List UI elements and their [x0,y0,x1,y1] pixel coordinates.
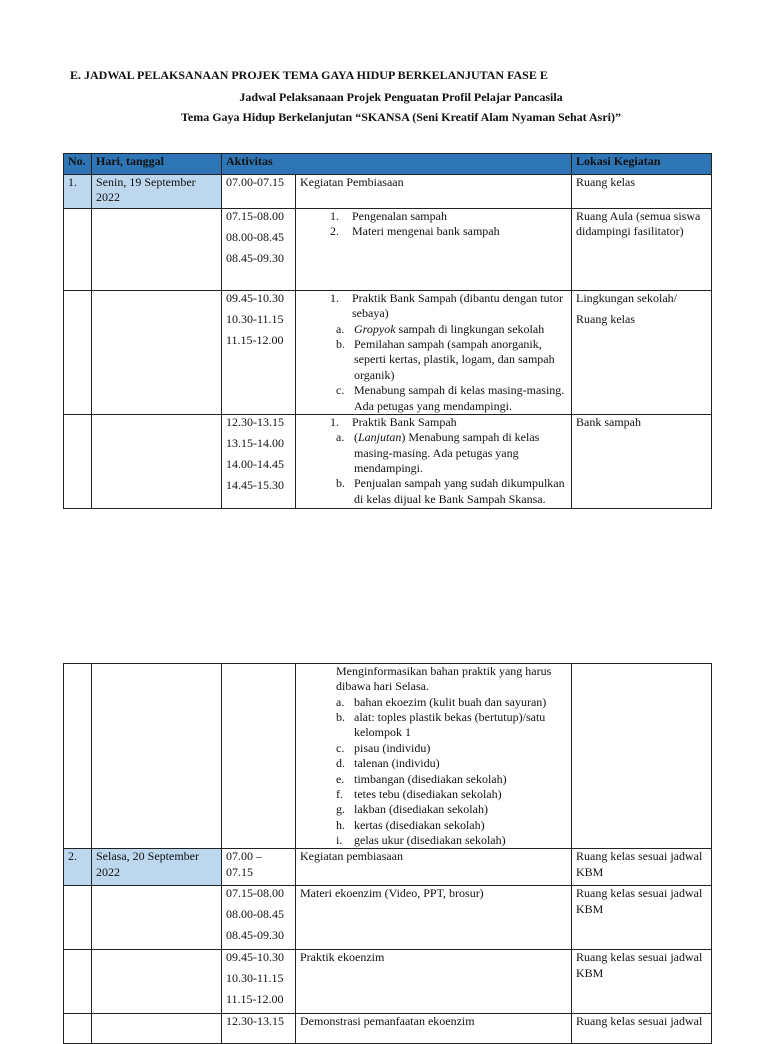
activity-cell: Demonstrasi pemanfaatan ekoenzim [296,1014,572,1044]
list-item: a. bahan ekoezim (kulit buah dan sayuran) [336,694,547,709]
list-item: c. pisau (individu) [336,740,431,755]
header-location: Lokasi Kegiatan [572,154,712,175]
document-subtitle: Jadwal Pelaksanaan Projek Penguatan Profil Pelajar Pancasila [239,90,563,104]
table-row [64,175,712,209]
location-cell: Ruang kelas sesuai jadwal KBM [572,849,712,886]
time-slot: 07.15-08.00 [226,886,284,901]
section-heading: E. JADWAL PELAKSANAAN PROJEK TEMA GAYA HIDUP BERKELANJUTAN FASE E [70,68,548,82]
time-slots [222,950,296,1014]
location-cell: Ruang kelas sesuai jadwal KBM [572,886,712,950]
time-slot: 07.15-08.00 [226,209,284,223]
list-item: a. Gropyok sampah di lingkungan sekolah [336,321,545,336]
time-slot: 07.00-07.15 [222,175,296,209]
list-item: b. alat: toples plastik bekas (bertutup)/satu kelompok 1 [336,710,546,740]
time-slot: 08.45-09.30 [226,251,284,265]
time-slots [222,415,296,509]
document-theme: Tema Gaya Hidup Berkelanjutan “SKANSA (Seni Kreatif Alam Nyaman Sehat Asri)” [180,110,622,124]
activity-intro: Menginformasikan bahan praktik yang harus dibawa hari Selasa. [336,664,552,694]
time-slot: 08.00-08.45 [226,230,284,244]
activity-cell [296,664,572,849]
location-cell: Ruang kelas [572,175,712,209]
activity-cell [296,209,572,291]
list-item: 1. Praktik Bank Sampah [330,415,457,429]
list-item: g. lakban (disediakan sekolah) [336,802,488,817]
list-item: 1. Pengenalan sampah [330,209,447,223]
list-item: f. tetes tebu (disediakan sekolah) [336,786,502,801]
list-item: 1. Praktik Bank Sampah (dibantu dengan tutor sebaya) [330,291,563,321]
list-item: e. timbangan (disediakan sekolah) [336,771,507,786]
activity-cell: Materi ekoenzim (Video, PPT, brosur) [296,886,572,950]
time-slot: 07.00 – 07.15 [222,849,296,886]
materials-list [300,695,567,849]
day-date: Senin, 19 September 2022 [92,175,222,209]
day-number: 1. [64,175,92,209]
location-cell: Lingkungan sekolah/ Ruang kelas [572,291,712,415]
time-slot: 13.15-14.00 [226,436,284,450]
header-no: No. [64,154,92,175]
list-item: c. Menabung sampah di kelas masing-masing. Ada petugas yang mendampingi. [336,383,565,413]
time-slot: 12.30-13.15 [222,1014,296,1044]
list-item: b. Pemilahan sampah (sampah anorganik, seperti kertas, plastik, logam, dan sampah organik) [336,337,555,382]
time-slots [222,291,296,415]
list-item: a. (Lanjutan) Menabung sampah di kelas masing-masing. Ada petugas yang mendampingi. [336,430,540,476]
time-slot: 14.00-14.45 [226,457,284,471]
time-slots [222,209,296,291]
list-item: i. gelas ukur (disediakan sekolah) [336,832,506,847]
activity-cell: Praktik ekoenzim [296,950,572,1014]
day-number: 2. [64,849,92,886]
table-row [64,950,712,1014]
location-cell: Bank sampah [572,415,712,509]
table-header-row [64,154,712,175]
day-date: Selasa, 20 September 2022 [92,849,222,886]
schedule-table-day1-continued [63,663,712,1044]
table-row [64,415,712,509]
time-slot: 08.00-08.45 [226,907,284,922]
time-slot: 09.45-10.30 [226,291,284,305]
time-slot: 10.30-11.15 [226,971,284,986]
activity-cell: Kegiatan Pembiasaan [296,175,572,209]
location-cell: Ruang kelas sesuai jadwal KBM [572,950,712,1014]
time-slots [222,886,296,950]
schedule-table-day1 [63,153,712,509]
header-date: Hari, tanggal [92,154,222,175]
list-item: 2. Materi mengenai bank sampah [330,224,500,239]
list-item: d. talenan (individu) [336,756,440,771]
location-cell: Ruang kelas sesuai jadwal [572,1014,712,1044]
time-slot: 11.15-12.00 [226,992,284,1007]
table-row [64,291,712,415]
time-slot: 08.45-09.30 [226,928,284,943]
table-row [64,886,712,950]
time-slot: 12.30-13.15 [226,415,284,429]
table-row [64,664,712,849]
table-row [64,209,712,291]
table-row [64,1014,712,1044]
list-item: h. kertas (disediakan sekolah) [336,817,485,832]
activity-cell: Kegiatan pembiasaan [296,849,572,886]
time-slot: 09.45-10.30 [226,950,284,965]
time-slot: 14.45-15.30 [226,478,284,492]
location-cell: Ruang Aula (semua siswa didampingi fasilitator) [572,209,712,291]
table-row [64,849,712,886]
time-slot: 11.15-12.00 [226,333,284,347]
list-item: b. Penjualan sampah yang sudah dikumpulkan di kelas dijual ke Bank Sampah Skansa. [336,476,565,506]
header-activity: Aktivitas [222,154,572,175]
activity-cell [296,415,572,509]
time-slot: 10.30-11.15 [226,312,284,326]
activity-cell [296,291,572,415]
